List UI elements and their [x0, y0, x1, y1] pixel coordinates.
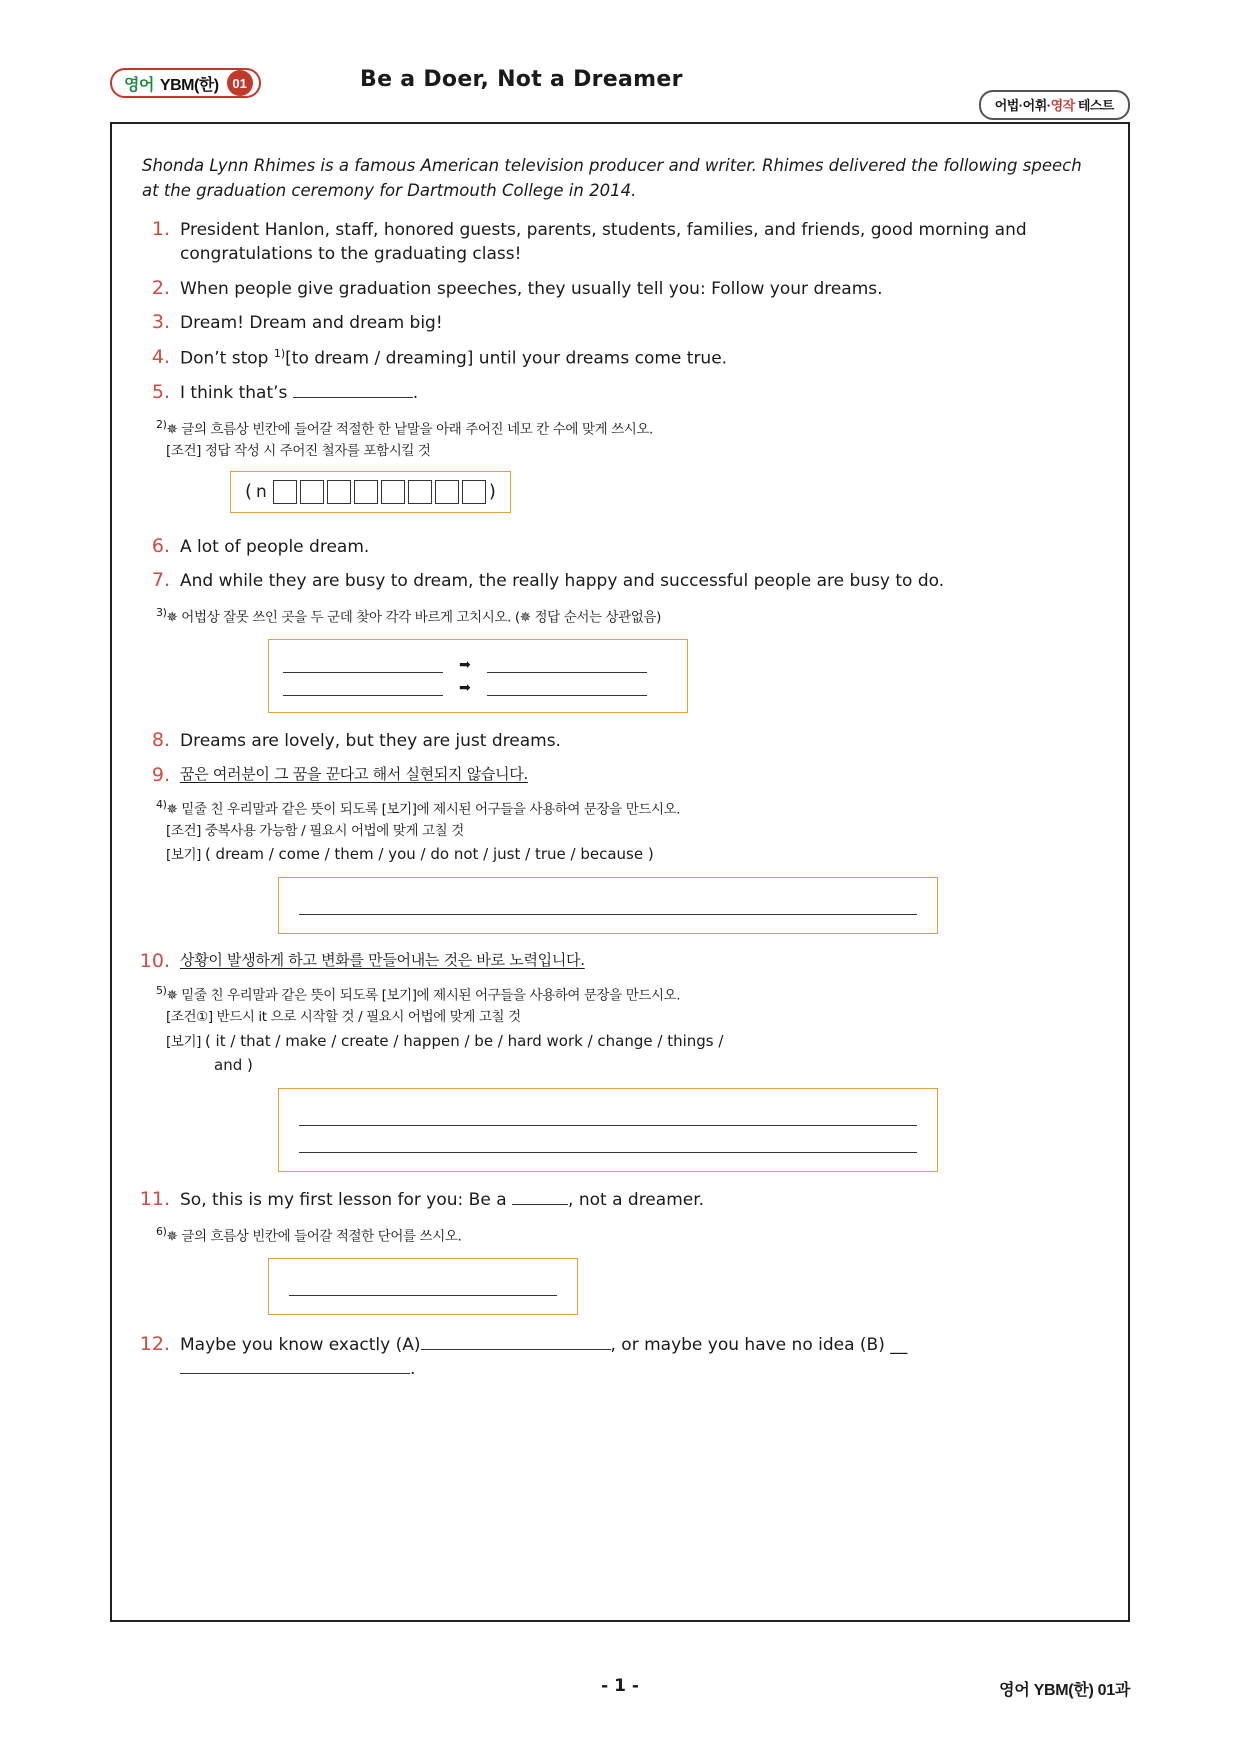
inline-answer-blank[interactable] — [293, 382, 413, 398]
correction-right-blank[interactable] — [487, 679, 647, 696]
sentence-item-9 — [138, 764, 1102, 786]
letter-cell[interactable] — [273, 480, 297, 504]
question-text: ✵ 밑줄 친 우리말과 같은 뜻이 되도록 [보기]에 제시된 어구들을 사용하여 문장을 만드시오. — [166, 801, 681, 818]
answer-box-corrections[interactable] — [268, 639, 688, 713]
answer-line[interactable] — [299, 1134, 917, 1153]
question-5-instructions — [156, 416, 1102, 463]
letter-cell[interactable] — [300, 480, 324, 504]
item-text-after: [to dream / dreaming] until your dreams come true. — [285, 348, 728, 369]
question-text: ✵ 글의 흐름상 빈칸에 들어갈 적절한 단어를 쓰시오. — [166, 1228, 462, 1244]
question-11-instructions — [156, 1223, 1102, 1248]
sentence-item-4 — [138, 346, 1102, 371]
test-type-badge — [979, 90, 1130, 120]
sentence-item-1 — [138, 218, 1102, 267]
item-number: 12. — [139, 1332, 170, 1355]
item-text-before: Don’t stop — [180, 348, 274, 369]
korean-prompt: 꿈은 여러분이 그 꿈을 꾼다고 해서 실현되지 않습니다. — [180, 764, 528, 783]
letter-cell[interactable] — [408, 480, 432, 504]
sentence-item-6 — [138, 535, 1102, 560]
sentence-item-7 — [138, 569, 1102, 594]
item-text — [180, 1188, 1102, 1213]
page-title: Be a Doer, Not a Dreamer — [360, 67, 683, 92]
question-ref-1: 1) — [273, 347, 286, 361]
sentence-item-5 — [138, 381, 1102, 406]
page-header — [110, 62, 1130, 113]
question-text: ✵ 밑줄 친 우리말과 같은 뜻이 되도록 [보기]에 제시된 어구들을 사용하여 문장을 만드시오. — [166, 987, 681, 1004]
subject-tag — [110, 68, 261, 98]
item-text — [180, 764, 1102, 786]
intro-paragraph: Shonda Lynn Rhimes is a famous American television producer and writer. Rhimes delivered the following speech at the graduation ceremony for Dartmouth College in 2014. — [142, 156, 1082, 200]
test-type-prefix: 어법·어휘· — [994, 98, 1051, 113]
item-number: 5. — [151, 381, 170, 404]
word-bank-words: ( it / that / make / create / happen / be / hard work / change / things / — [204, 1031, 724, 1050]
answer-box-sentence-9[interactable] — [278, 877, 938, 934]
item-number: 2. — [151, 276, 170, 299]
open-paren: ( — [245, 481, 253, 503]
correction-right-blank[interactable] — [487, 656, 647, 673]
item-text-before: I think that’s — [180, 383, 293, 404]
item-text-after: , not a dreamer. — [568, 1189, 705, 1210]
arrow-icon: ➡ — [459, 679, 471, 696]
subject-label: 영어 — [124, 76, 154, 94]
word-bank — [166, 842, 1102, 867]
question-7-instructions — [156, 604, 1102, 629]
item-text — [180, 346, 1102, 371]
letter-cell[interactable] — [381, 480, 405, 504]
content-frame — [110, 122, 1130, 1622]
question-ref-6: 6) — [156, 1224, 167, 1238]
letter-cell[interactable] — [354, 480, 378, 504]
word-bank-label: [보기] — [166, 847, 202, 864]
word-bank-continued — [214, 1053, 1102, 1078]
item-text: And while they are busy to dream, the really happy and successful people are busy to do. — [180, 571, 945, 592]
inline-answer-blank-b[interactable] — [180, 1358, 410, 1374]
item-text-a: Maybe you know exactly (A) — [180, 1334, 421, 1355]
letter-cell[interactable] — [327, 480, 351, 504]
item-number: 8. — [151, 729, 170, 752]
answer-box-sentence-10[interactable] — [278, 1088, 938, 1172]
answer-line[interactable] — [299, 1107, 917, 1126]
korean-prompt: 상황이 발생하게 하고 변화를 만들어내는 것은 바로 노력입니다. — [180, 950, 585, 969]
item-text-before: So, this is my first lesson for you: Be a — [180, 1189, 513, 1210]
word-bank-words-2: and ) — [214, 1056, 253, 1075]
question-ref-5: 5) — [156, 983, 167, 997]
lesson-number-badge: 01 — [227, 70, 253, 96]
textbook-label: YBM(한) — [159, 76, 219, 94]
item-number: 1. — [151, 217, 170, 240]
inline-answer-blank-a[interactable] — [421, 1334, 611, 1350]
sentence-item-10 — [138, 950, 1102, 972]
answer-line[interactable] — [289, 1277, 557, 1296]
item-text — [180, 1333, 1102, 1382]
letter-cell[interactable] — [435, 480, 459, 504]
question-condition: [조건] 중복사용 가능함 / 필요시 어법에 맞게 고칠 것 — [166, 822, 464, 839]
question-text: ✵ 어법상 잘못 쓰인 곳을 두 군데 찾아 각각 바르게 고치시오. (✵ 정답 순서는 상관없음) — [166, 609, 661, 626]
correction-row[interactable] — [283, 656, 673, 673]
question-text: ✵ 글의 흐름상 빈칸에 들어갈 적절한 한 낱말을 아래 주어진 네모 칸 수에 맞게 쓰시오. — [166, 421, 653, 438]
item-number: 11. — [139, 1187, 170, 1210]
item-text: President Hanlon, staff, honored guests, parents, students, families, and friends, good morning and congratulations to the graduating class! — [180, 219, 1027, 265]
answer-box-letter-cells[interactable] — [230, 471, 511, 513]
inline-answer-blank[interactable] — [512, 1189, 568, 1205]
sentence-item-8 — [138, 729, 1102, 754]
page-number: - 1 - — [601, 1676, 639, 1696]
item-number: 9. — [151, 763, 170, 786]
item-number: 7. — [151, 569, 170, 592]
item-number: 6. — [151, 534, 170, 557]
question-condition: [조건] 정답 작성 시 주어진 철자를 포함시킬 것 — [166, 443, 431, 460]
item-number: 10. — [139, 949, 170, 972]
item-number: 3. — [151, 311, 170, 334]
sentence-item-3 — [138, 311, 1102, 336]
item-text-c: . — [410, 1359, 416, 1380]
given-letter: n — [256, 481, 267, 502]
test-type-accent: 영작 — [1050, 98, 1075, 113]
sentence-item-11 — [138, 1188, 1102, 1213]
word-bank-label: [보기] — [166, 1033, 202, 1050]
question-ref-2: 2) — [156, 418, 167, 431]
footer-label: 영어 YBM(한) 01과 — [999, 1682, 1130, 1699]
answer-line[interactable] — [299, 896, 917, 915]
word-bank — [166, 1029, 1102, 1054]
question-ref-3: 3) — [156, 605, 167, 619]
item-text: Dreams are lovely, but they are just dreams. — [180, 731, 561, 752]
item-text: When people give graduation speeches, they usually tell you: Follow your dreams. — [180, 278, 883, 299]
test-type-suffix: 테스트 — [1074, 98, 1114, 113]
correction-wrong-blank[interactable] — [283, 679, 443, 696]
question-10-instructions — [156, 982, 1102, 1078]
answer-box-word-11[interactable] — [268, 1258, 578, 1315]
question-ref-4: 4) — [156, 797, 167, 811]
arrow-icon: ➡ — [459, 656, 471, 673]
correction-row[interactable] — [283, 679, 673, 696]
close-paren: ) — [488, 481, 496, 503]
item-text-b: , or maybe you have no idea (B) __ — [610, 1334, 908, 1355]
item-text — [180, 950, 1102, 972]
item-text-after: . — [412, 383, 419, 404]
item-text: Dream! Dream and dream big! — [180, 313, 443, 334]
question-condition: [조건①] 반드시 it 으로 시작할 것 / 필요시 어법에 맞게 고칠 것 — [166, 1009, 521, 1026]
sentence-item-12 — [138, 1333, 1102, 1382]
word-bank-words: ( dream / come / them / you / do not / just / true / because ) — [204, 845, 654, 864]
letter-cell[interactable] — [462, 480, 486, 504]
item-number: 4. — [151, 346, 170, 369]
item-text: A lot of people dream. — [180, 536, 370, 557]
correction-wrong-blank[interactable] — [283, 656, 443, 673]
item-text — [180, 381, 1102, 406]
question-9-instructions — [156, 796, 1102, 867]
sentence-item-2 — [138, 277, 1102, 302]
